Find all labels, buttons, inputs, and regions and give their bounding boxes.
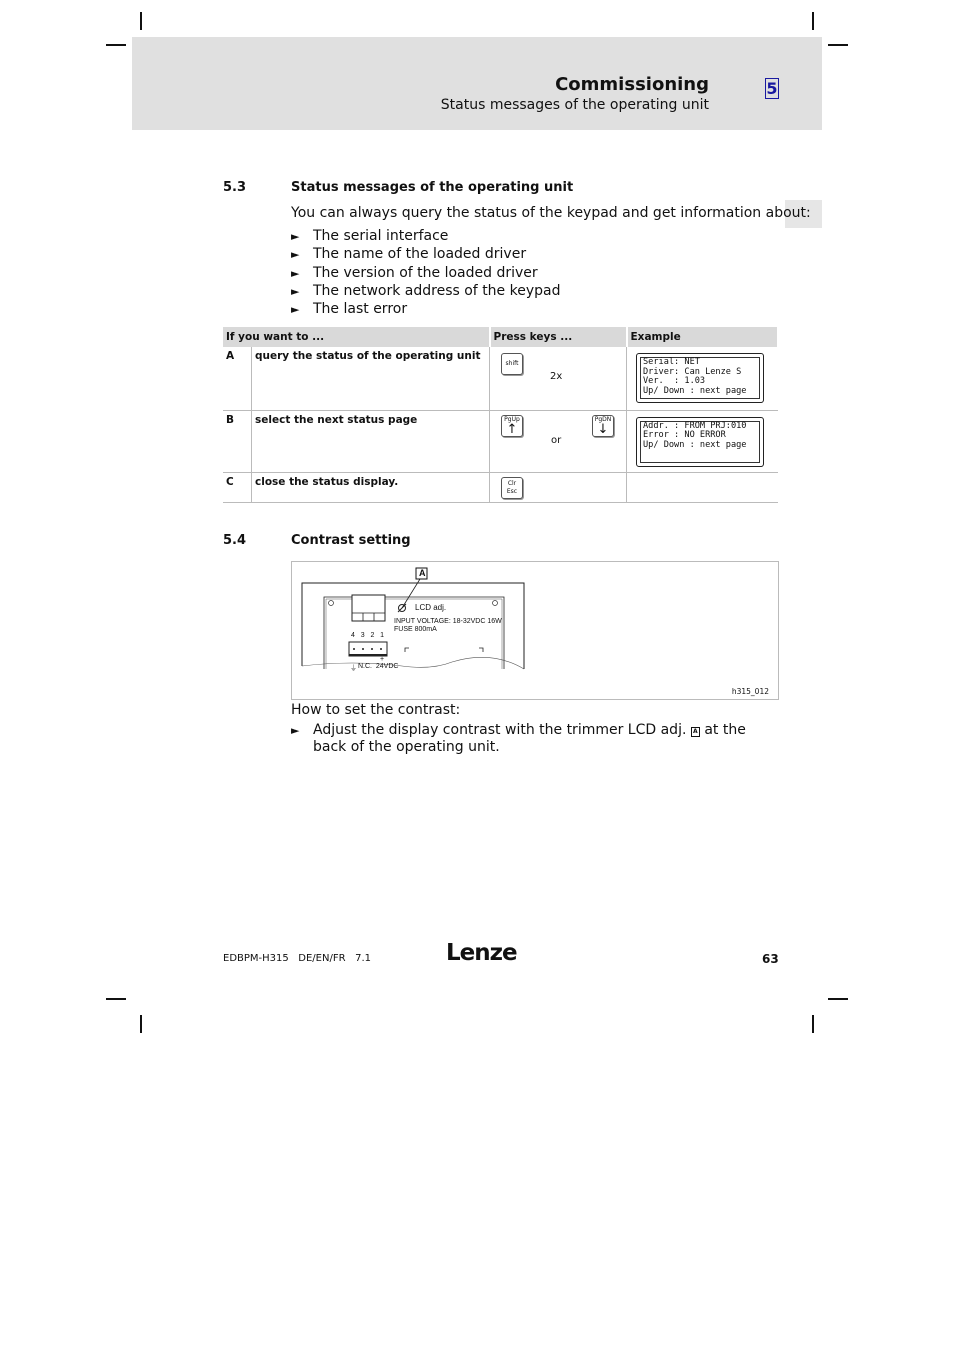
howto-text: How to set the contrast: (291, 702, 461, 718)
lcd-line: Addr. : FROM PRJ:010 (643, 420, 747, 431)
crop-mark (812, 1015, 814, 1033)
chapter-badge: 5 (766, 79, 778, 98)
bullet-arrow-icon: ► (291, 248, 300, 262)
pgup-key-icon: PgUp ↑ (501, 415, 523, 437)
crop-mark (106, 44, 126, 46)
crop-mark (106, 998, 126, 1000)
list-item: ► The version of the loaded driver (291, 264, 538, 281)
table-row (223, 410, 778, 472)
section-number: 5.3 (223, 180, 247, 195)
key-note: or (551, 434, 562, 446)
pin-numbers: 4 3 2 1 (351, 632, 385, 639)
lcd-line: Driver: Can Lenze S (643, 366, 742, 377)
lcd-display (636, 417, 764, 467)
page-subtitle: Status messages of the operating unit (440, 97, 709, 113)
lcd-line: Up/ Down : next page (643, 385, 747, 396)
polarity-mark: + (380, 656, 385, 663)
section-number: 5.4 (223, 533, 247, 548)
list-item: ► The serial interface (291, 228, 449, 244)
fuse-label: FUSE 800mA (394, 626, 437, 633)
figure-marker: A (419, 568, 426, 578)
table-header-row (223, 327, 778, 347)
bullet-arrow-icon: ► (291, 230, 300, 243)
pgdn-key-icon: PgDN ↓ (592, 415, 614, 437)
lcd-line: Up/ Down : next page (643, 439, 747, 450)
crop-mark (812, 12, 814, 30)
bullet-list (291, 227, 560, 318)
figure-code: h315_012 (731, 687, 769, 696)
table-header: Example (627, 327, 779, 347)
list-item: ► The last error (291, 301, 408, 318)
key-cell (490, 410, 627, 472)
brand-logo: Lenze (446, 940, 517, 966)
arrow-up-icon: ↑ (506, 421, 518, 437)
row-letter: A (223, 347, 252, 410)
page-number: 63 (762, 952, 779, 966)
crop-mark (140, 1015, 142, 1033)
pin-labels: N.C. 24VDC (358, 663, 399, 670)
intro-text: You can always query the status of the keypad and get information about: (291, 205, 811, 221)
example-cell (627, 347, 779, 410)
section-title: Contrast setting (291, 533, 411, 548)
lcd-adj-label: LCD adj. (415, 603, 447, 612)
arrow-down-icon: ↓ (597, 421, 609, 437)
device-drawing (292, 562, 778, 699)
page-title: Commissioning (555, 74, 709, 95)
lcd-line: Serial: NET (643, 357, 700, 367)
key-cell (490, 347, 627, 410)
lcd-display (636, 353, 764, 403)
footer-doc-id: EDBPM-H315 DE/EN/FR 7.1 (223, 953, 371, 964)
table-row (223, 347, 778, 410)
bullet-arrow-icon: ► (291, 284, 300, 298)
example-cell (627, 410, 779, 472)
status-table (223, 327, 779, 503)
bullet-arrow-icon: ► (291, 724, 300, 737)
lcd-line: Error : NO ERROR (643, 430, 726, 441)
key-note: 2x (550, 371, 563, 382)
row-description: query the status of the operating unit (252, 347, 490, 410)
header-band (132, 37, 822, 130)
ground-icon: ⏚ (350, 665, 357, 672)
step-marker: A (691, 727, 700, 737)
section-title: Status messages of the operating unit (291, 180, 574, 195)
key-cell (490, 472, 627, 502)
table-header: Press keys ... (490, 327, 627, 347)
row-description: close the status display. (252, 472, 490, 502)
crop-mark (828, 998, 848, 1000)
list-item: ► The name of the loaded driver (291, 246, 527, 263)
device-rear-figure (291, 561, 779, 700)
crop-mark (828, 44, 848, 46)
shift-key-icon: shift (501, 353, 523, 375)
row-letter: C (223, 472, 252, 502)
list-item: ► The network address of the keypad (291, 282, 561, 299)
lcd-line: Ver. : 1.03 (643, 376, 706, 387)
example-cell (627, 472, 779, 502)
input-voltage-label: INPUT VOLTAGE: 18-32VDC 16W (394, 618, 502, 625)
clr-esc-key-icon: Clr Esc (501, 477, 523, 499)
table-row (223, 472, 778, 502)
row-description: select the next status page (252, 410, 490, 472)
row-letter: B (223, 410, 252, 472)
bullet-arrow-icon: ► (291, 303, 300, 317)
table-header: If you want to ... (223, 327, 490, 347)
bullet-arrow-icon: ► (291, 266, 300, 280)
contrast-step: ► Adjust the display contrast with the trimmer LCD adj. A at the back of the operating unit. (291, 722, 746, 755)
crop-mark (140, 12, 142, 30)
